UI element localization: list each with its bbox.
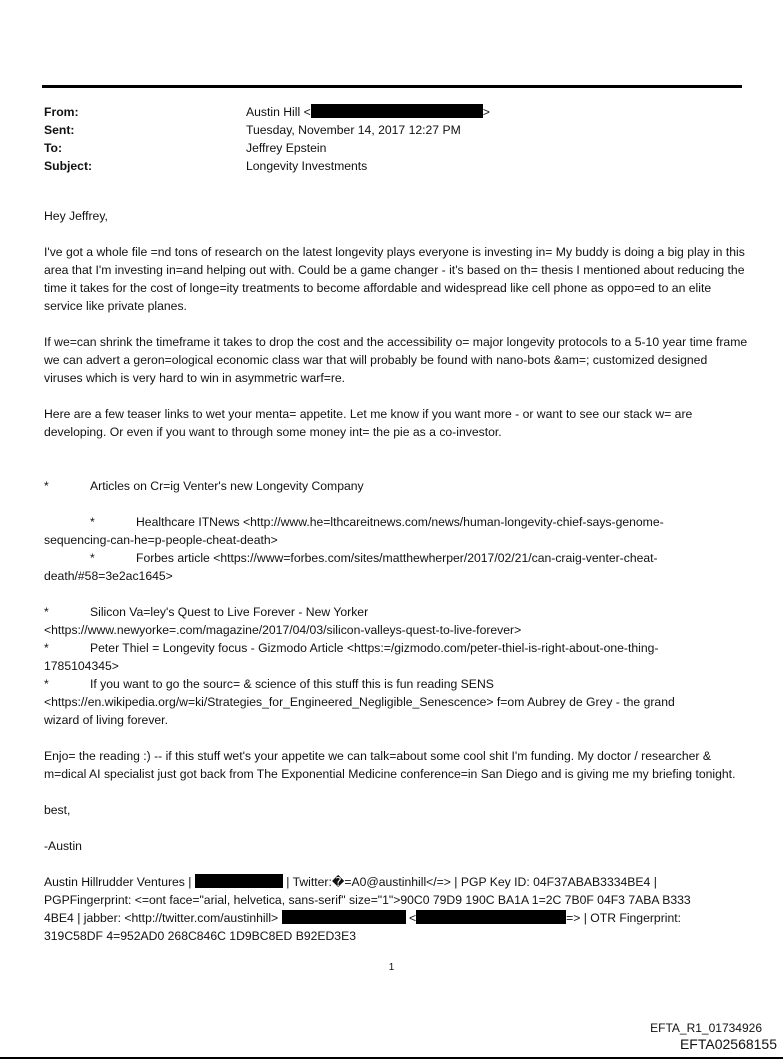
bullet: * xyxy=(44,641,49,655)
from-value xyxy=(246,103,490,121)
sent-row xyxy=(44,121,744,139)
bullet: * xyxy=(44,479,49,493)
closing: best, xyxy=(44,803,71,817)
from-end: > xyxy=(482,105,490,119)
link-continuation: sequencing-can-he=p-people-cheat-death> xyxy=(44,533,278,547)
to-row xyxy=(44,139,744,157)
redaction-box xyxy=(311,104,483,118)
link-continuation: death/#58=3e2ac1645> xyxy=(44,569,173,583)
link-text: Forbes article <https://www=forbes.com/sites/matthewherper/2017/02/21/can-craig-venter-cheat- xyxy=(136,551,658,565)
from-label: From: xyxy=(44,105,79,119)
bates-number-2: EFTA02568155 xyxy=(679,1036,777,1052)
paragraph-3: Here are a few teaser links to wet your menta= appetite. Let me know if you want more - or want to see our stack w= are developing. Or even if you want to through some money int= the pie as a co-investor. xyxy=(44,407,693,439)
paragraph-4: Enjo= the reading :) -- if this stuff wet's your appetite we can talk=about some cool shit I'm funding. My doctor / researcher & m=dical AI specialist just got back from The Exponential Medicine conference=in San Diego and is giving me my briefing tonight. xyxy=(44,749,736,781)
link-continuation: wizard of living forever. xyxy=(44,713,168,727)
from-row xyxy=(44,103,744,121)
link-text: <https://www.newyorke=.com/magazine/2017/04/03/silicon-valleys-quest-to-live-forever> xyxy=(44,623,522,637)
redaction-box xyxy=(282,910,406,924)
bullet: * xyxy=(44,605,49,619)
from-name: Austin Hill < xyxy=(246,105,311,119)
email-body xyxy=(44,207,749,945)
link-text: <https://en.wikipedia.org/w=ki/Strategies_for_Engineered_Negligible_Senescence> f=om Aubrey de Grey - the grand xyxy=(44,695,675,709)
list-item: * Peter Thiel = Longevity focus - Gizmodo Article <https:=/gizmodo.com/peter-thiel-is-right-about-one-thing- xyxy=(44,641,659,655)
link-text: Healthcare ITNews <http://www.he=lthcareitnews.com/news/human-longevity-chief-says-genome- xyxy=(136,515,664,529)
list-item xyxy=(44,549,749,567)
signature-line-2: PGPFingerprint: <=ont face="arial, helvetica, sans-serif" size="1">90C0 79D9 190C BA1A 1=2C 7B0F 04F3 7ABA B333 xyxy=(44,893,691,907)
link-continuation: 1785104345> xyxy=(44,659,119,673)
paragraph-1: I've got a whole file =nd tons of research on the latest longevity plays everyone is investing in= My buddy is doing a big play in this area that I'm investing in=and helping out with. Could be a game changer - it's based on th= thesis I mentioned about reducing the time it takes for the cost of longe=ity treatments to become affordable and widespread like cell phone as oppo=ed to an elite service like private planes. xyxy=(44,245,745,313)
signature-line-1: Austin Hillrudder Ventures | | Twitter:�=A0@austinhill</=> | PGP Key ID: 04F37ABAB3334BE4 | xyxy=(44,875,657,889)
signature-line-4: 319C58DF 4=952AD0 268C846C 1D9BC8ED B92ED3E3 xyxy=(44,929,356,943)
list-item: * Articles on Cr=ig Venter's new Longevity Company xyxy=(44,479,364,493)
bullet: * xyxy=(44,677,49,691)
to-value: Jeffrey Epstein xyxy=(246,141,327,155)
bullet: * xyxy=(90,551,95,565)
subject-row xyxy=(44,157,744,175)
redaction-box xyxy=(195,874,283,888)
greeting: Hey Jeffrey, xyxy=(44,209,108,223)
bottom-divider xyxy=(0,1057,783,1059)
paragraph-2: If we=can shrink the timeframe it takes to drop the cost and the accessibility o= major longevity protocols to a 5-10 year time frame we can advert a geron=ological economic class war that will probably be found with nano-bots &am=; customized designed viruses which is very hard to win in asymmetric warf=re. xyxy=(44,335,748,385)
bates-number-1: EFTA_R1_01734926 xyxy=(650,1021,762,1035)
page-number: 1 xyxy=(388,962,395,973)
list-item: * If you want to go the sourc= & science of this stuff this is fun reading SENS xyxy=(44,677,494,691)
subject-value: Longevity Investments xyxy=(246,159,368,173)
list-item: * Silicon Va=ley's Quest to Live Forever - New Yorker xyxy=(44,605,369,619)
signature-line-3: 4BE4 | jabber: <http://twitter.com/austinhill> < => | OTR Fingerprint: xyxy=(44,911,682,925)
redaction-box xyxy=(416,910,566,924)
bullet: * xyxy=(90,515,95,529)
subject-label: Subject: xyxy=(44,159,93,173)
sent-label: Sent: xyxy=(44,123,75,137)
list-item xyxy=(44,513,749,531)
signature-name: -Austin xyxy=(44,839,82,853)
top-divider xyxy=(42,85,742,88)
sent-value: Tuesday, November 14, 2017 12:27 PM xyxy=(246,123,461,137)
to-label: To: xyxy=(44,141,63,155)
